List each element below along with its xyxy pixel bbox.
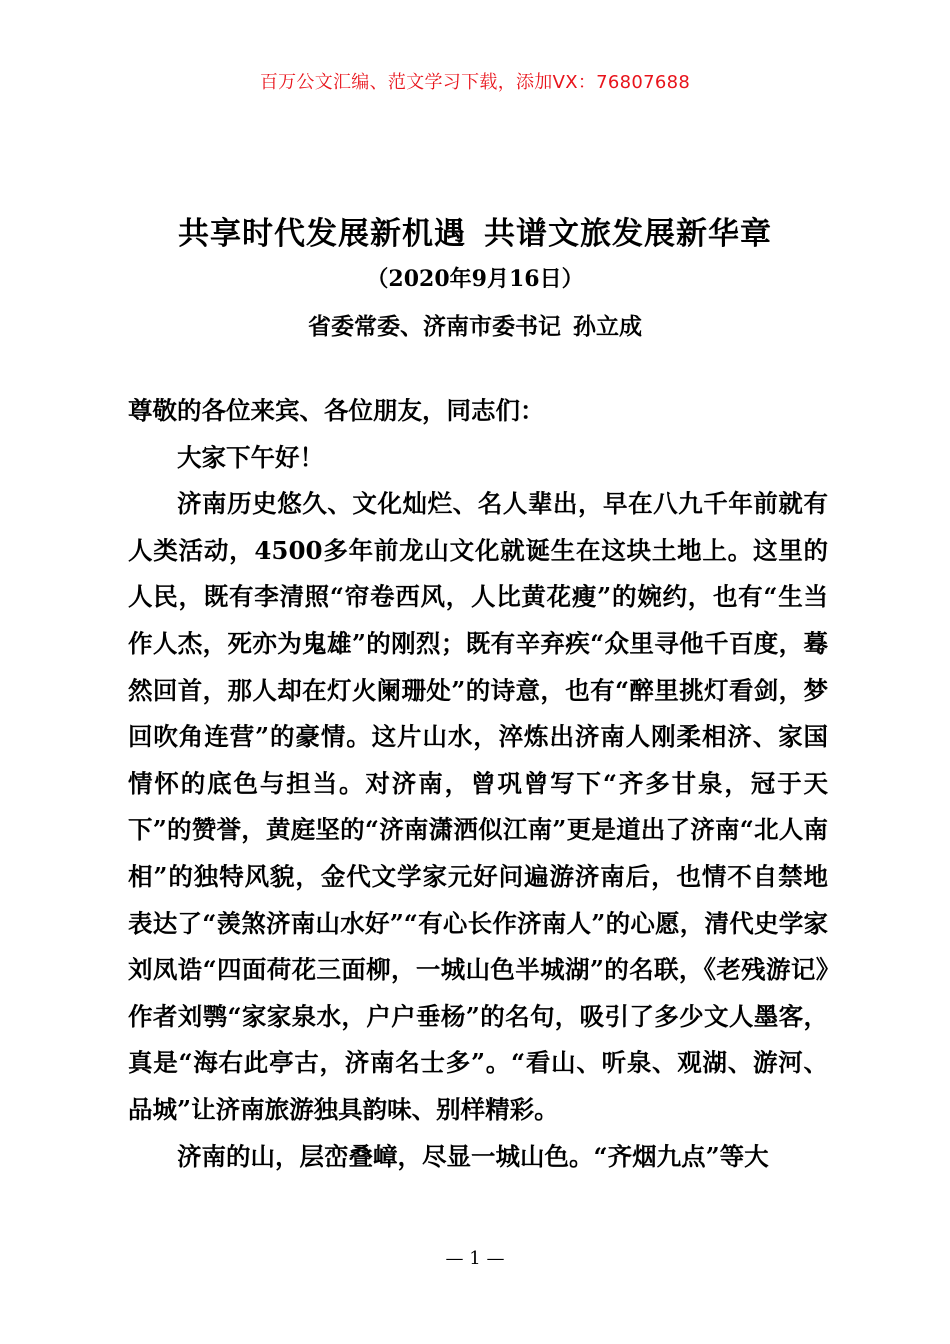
title-part-2: 共谱文旅发展新华章	[484, 216, 772, 252]
document-date: （2020年9月16日）	[366, 266, 584, 292]
watermark-banner: 百万公文汇编、范文学习下载，添加VX：76807688	[259, 72, 691, 93]
author-position: 省委常委、济南市委书记	[308, 313, 561, 340]
body-paragraph: 济南的山，层峦叠嶂，尽显一城山色。“齐烟九点”等大	[177, 1141, 769, 1171]
title-part-1: 共享时代发展新机遇	[178, 216, 466, 252]
document-body	[128, 388, 828, 1180]
salutation: 尊敬的各位来宾、各位朋友，同志们：	[128, 396, 545, 425]
document-title	[0, 208, 950, 253]
author-name: 孙立成	[573, 313, 642, 340]
greeting: 大家下午好！	[177, 442, 324, 472]
document-author	[0, 308, 950, 341]
page-number: — 1 —	[445, 1248, 505, 1269]
body-paragraph: 济南历史悠久、文化灿烂、名人辈出，早在八九千年前就有人类活动，4500多年前龙山文化就诞生在这块土地上。这里的人民，既有李清照“帘卷西风，人比黄花瘦”的婉约，也有“生当作人杰，死亦为鬼雄”的刚烈；既有辛弃疾“众里寻他千百度，蓦然回首，那人却在灯火阑珊处”的诗意，也有“醉里挑灯看剑，梦回吹角连营”的豪情。这片山水，淬炼出济南人刚柔相济、家国情怀的底色与担当。对济南，曾巩曾写下“齐多甘泉，冠于天下”的赞誉，黄庭坚的“济南潇洒似江南”更是道出了济南“北人南相”的独特风貌，金代文学家元好问遍游济南后，也情不自禁地表达了“羡煞济南山水好”“有心长作济南人”的心愿，清代史学家刘凤诰“四面荷花三面柳，一城山色半城湖”的名联，《老残游记》作者刘鹗“家家泉水，户户垂杨”的名句，吸引了多少文人墨客，真是“海右此亭古，济南名士多”。“看山、听泉、观湖、游河、品城”让济南旅游独具韵味、别样精彩。	[128, 489, 828, 1124]
